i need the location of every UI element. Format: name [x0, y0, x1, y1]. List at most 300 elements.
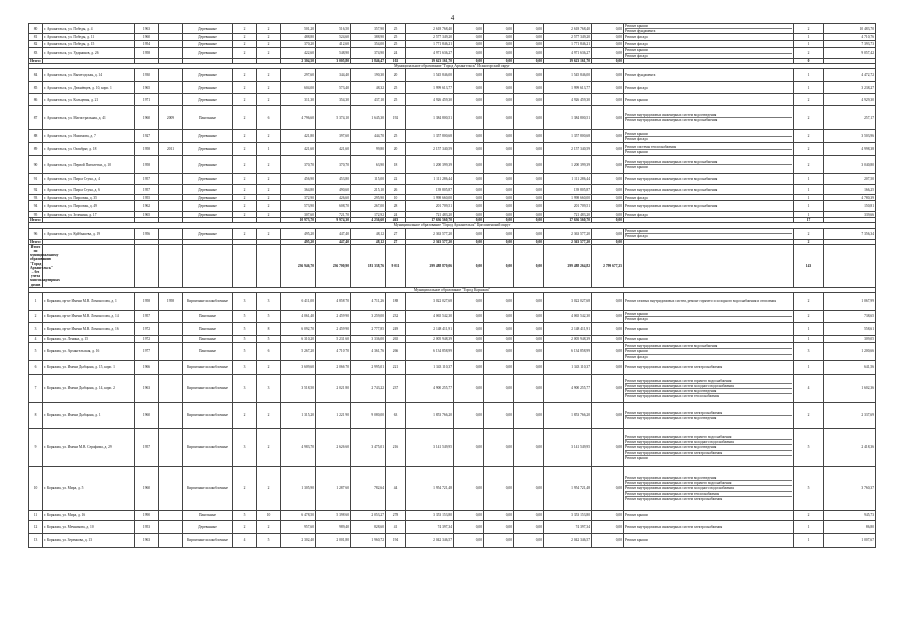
table-cell: 0,00	[514, 534, 544, 548]
table-cell: 2	[233, 130, 257, 143]
table-cell: 2	[257, 41, 281, 48]
table-cell: 1 998 660,00	[406, 195, 454, 201]
table-cell: 463	[386, 218, 406, 223]
table-cell: 2	[794, 48, 824, 58]
table-cell: 2 777,85	[351, 323, 386, 336]
table-cell: 1958	[135, 48, 159, 58]
section-title: Муниципальное образование "Город Коряжма"	[29, 287, 876, 292]
table-cell: 738,65	[824, 311, 876, 323]
work-type-line: Ремонт внутридомовых инженерных систем холодного водоснабжения	[625, 384, 792, 389]
table-cell: 0,00	[592, 218, 624, 223]
table-cell: 6	[29, 361, 43, 375]
work-type-line: Ремонт крыши	[625, 349, 792, 354]
table-cell: 9 057,42	[824, 48, 876, 58]
table-cell: 307,60	[281, 212, 316, 218]
table-cell: 8	[29, 403, 43, 429]
table-cell: 83	[29, 48, 43, 58]
table-cell: 0,00	[484, 185, 514, 195]
table-cell: 139 805,87	[406, 185, 454, 195]
table-cell: 6 411,00	[281, 293, 316, 311]
table-cell: 2 148 411,91	[544, 323, 592, 336]
table-cell: 2	[257, 156, 281, 174]
table-cell: 3 022 027,68	[544, 293, 592, 311]
table-cell: 297,60	[281, 69, 316, 82]
table-cell: Кирпичные шлакоблочные	[183, 361, 233, 375]
page-number: 4	[450, 14, 455, 22]
table-cell: 0,00	[592, 174, 624, 185]
table-cell: 201 709,51	[406, 201, 454, 212]
table-cell: 1960	[135, 106, 159, 130]
table-cell: 0,00	[514, 311, 544, 323]
table-cell: 192	[386, 106, 406, 130]
table-cell: 0,00	[454, 201, 484, 212]
table-cell: 0,00	[484, 375, 514, 403]
table-cell: Панельные	[183, 336, 233, 343]
table-cell: Деревянные	[183, 48, 233, 58]
table-cell: 2	[257, 174, 281, 185]
table-cell: 1927	[135, 130, 159, 143]
table-cell: 364,80	[281, 185, 316, 195]
table-cell: 2 148 411,91	[406, 323, 454, 336]
table-cell: 5	[29, 343, 43, 361]
table-row	[29, 429, 876, 467]
table-row	[29, 375, 876, 403]
table-cell: 80	[29, 24, 43, 34]
table-cell: Деревянные	[183, 94, 233, 106]
table-cell: 354,00	[351, 41, 386, 48]
table-cell: 27	[386, 239, 406, 244]
table-cell: 2	[257, 48, 281, 58]
table-cell: 989,40	[316, 521, 351, 534]
table-cell: 0,00	[514, 228, 544, 239]
table-cell: 0,00	[592, 24, 624, 34]
table-cell: 3	[257, 293, 281, 311]
table-cell: 0,00	[454, 239, 484, 244]
table-cell: Итого по муниципальному образованию "Город Архангельск" – без учета многоквартирных домов	[30, 244, 60, 287]
table-cell: 4 472,72	[824, 69, 876, 82]
table-cell: 0,00	[454, 41, 484, 48]
table-cell: 2	[233, 403, 257, 429]
table-cell: 0,00	[484, 82, 514, 94]
table-cell: 641,56	[824, 361, 876, 375]
table-cell	[624, 41, 794, 48]
work-type-line: Ремонт внутридомовых инженерных систем холодного водоснабжения	[625, 440, 792, 445]
table-cell: 1958	[135, 143, 159, 156]
table-cell: 11	[29, 511, 43, 521]
table-cell	[624, 429, 794, 467]
table-cell: 1 384 800,51	[406, 106, 454, 130]
work-type-line: Ремонт фундамента	[625, 73, 656, 78]
table-cell	[624, 156, 794, 174]
table-cell: 2	[233, 143, 257, 156]
table-cell: 2	[233, 48, 257, 58]
table-cell	[159, 244, 183, 287]
work-type-line: Ремонт крыши	[625, 312, 792, 317]
table-cell: 0,00	[592, 195, 624, 201]
table-cell: 3 353 153,80	[544, 511, 592, 521]
table-cell: 0,00	[514, 48, 544, 58]
table-cell: 0,00	[592, 185, 624, 195]
table-cell: 0,00	[514, 106, 544, 130]
table-row	[29, 34, 876, 41]
table-cell: 370,70	[281, 156, 316, 174]
table-cell: 6 134 858,99	[544, 343, 592, 361]
table-cell: 1957	[135, 174, 159, 185]
table-cell: 0,00	[484, 403, 514, 429]
table-cell: 2	[257, 361, 281, 375]
table-row	[29, 311, 876, 323]
table-cell: 2	[257, 228, 281, 239]
table-cell: 488,80	[281, 34, 316, 41]
table-cell: 4 926 459,30	[544, 94, 592, 106]
table-cell: 86,80	[824, 521, 876, 534]
table-cell: 48,12	[351, 239, 386, 244]
table-cell: Панельные	[183, 343, 233, 361]
table-cell: 2 743,22	[351, 375, 386, 403]
table-cell: 1963	[135, 24, 159, 34]
table-row	[29, 228, 876, 239]
table-cell: Деревянные	[183, 34, 233, 41]
table-cell	[159, 69, 183, 82]
table-cell: 0,00	[592, 375, 624, 403]
table-cell	[624, 174, 794, 185]
work-type-line: Ремонт внутридомовых инженерных систем горячего водоснабжения	[625, 481, 792, 486]
table-cell: 4 711,26	[351, 293, 386, 311]
table-cell: Деревянные	[183, 143, 233, 156]
table-cell: 1	[794, 185, 824, 195]
table-cell: 6 134 858,99	[406, 343, 454, 361]
work-type-line: Ремонт крыши	[625, 132, 792, 137]
table-cell: 0	[794, 58, 824, 63]
table-cell: 0,00	[454, 106, 484, 130]
table-cell: 0,00	[454, 467, 484, 511]
table-cell: 1	[257, 143, 281, 156]
table-cell	[159, 343, 183, 361]
table-cell: 92	[29, 185, 43, 195]
table-cell: 4 926 459,30	[406, 94, 454, 106]
table-cell: 95	[29, 212, 43, 218]
work-type-line: Ремонт крыши	[625, 97, 648, 102]
table-cell: 0,00	[454, 218, 484, 223]
table-cell: 370,20	[281, 41, 316, 48]
table-cell: Панельные	[183, 323, 233, 336]
table-cell: 0,00	[484, 174, 514, 185]
table-cell: 0,00	[514, 467, 544, 511]
table-cell: 6 478,50	[281, 511, 316, 521]
table-cell: 0,00	[484, 336, 514, 343]
table-cell: 0,00	[454, 94, 484, 106]
table-cell: 2	[794, 24, 824, 34]
table-cell: 93	[29, 195, 43, 201]
work-type-line: Ремонт фасада	[625, 136, 648, 141]
table-cell	[624, 361, 794, 375]
table-cell: 0,00	[592, 429, 624, 467]
table-cell	[159, 534, 183, 548]
table-row	[29, 185, 876, 195]
table-cell: 24	[386, 212, 406, 218]
work-type-line: Ремонт внутридомовых инженерных систем водоотведения	[625, 113, 792, 118]
table-row	[29, 403, 876, 429]
work-type-line: Ремонт внутридомовых инженерных систем водоотведения	[625, 389, 792, 394]
table-cell	[624, 534, 794, 548]
table-cell: 6 092,70	[281, 323, 316, 336]
table-cell: 0,00	[484, 293, 514, 311]
table-cell: 2	[233, 106, 257, 130]
table-cell: г. Архангельск, ул. Магистральная, д. 41	[43, 106, 135, 130]
table-cell: 0,00	[484, 323, 514, 336]
table-cell: 0,00	[514, 185, 544, 195]
table-cell: 0,00	[454, 323, 484, 336]
table-cell: 2 363 577,20	[406, 239, 454, 244]
table-cell: 2	[233, 156, 257, 174]
table-cell: 3 353 153,80	[406, 511, 454, 521]
table-cell: 0,00	[454, 69, 484, 82]
table-cell: 1	[794, 212, 824, 218]
table-cell: 190,30	[351, 69, 386, 82]
table-cell: 3	[794, 343, 824, 361]
table-cell: г. Коряжма, пр-кт Имени М.В. Ломоносова, д. 14	[43, 311, 135, 323]
table-cell: 20	[386, 143, 406, 156]
table-cell: 5 398 60	[316, 511, 351, 521]
table-cell: 236 700,90	[316, 244, 351, 287]
table-cell: 421,80	[281, 130, 316, 143]
table-cell: 2 799 677,25	[592, 244, 624, 287]
table-cell: 1	[794, 521, 824, 534]
table-cell	[159, 94, 183, 106]
table-cell: 249	[386, 323, 406, 336]
table-cell	[159, 361, 183, 375]
table-cell: 0,00	[592, 403, 624, 429]
table-cell: 957,60	[281, 521, 316, 534]
table-cell: 2	[257, 69, 281, 82]
table-cell: 2	[257, 403, 281, 429]
table-cell: 1 007,67	[824, 534, 876, 548]
table-cell: 2 618 768,40	[406, 24, 454, 34]
table-cell: 2	[257, 467, 281, 511]
work-type-line: Ремонт фасада	[625, 234, 648, 239]
table-cell: 0,00	[484, 58, 514, 63]
table-cell: 1966	[135, 361, 159, 375]
table-cell: 426,60	[316, 195, 351, 201]
section-title: Муниципальное образование "Город Архангельск" Исакогорский округ	[29, 64, 876, 69]
table-cell: 5	[257, 534, 281, 548]
work-type-line: Ремонт фасада	[625, 85, 648, 90]
table-cell: 2	[233, 228, 257, 239]
table-cell: 1 954 721,48	[544, 467, 592, 511]
table-cell: 150,81	[824, 201, 876, 212]
table-cell: 13	[29, 534, 43, 548]
table-cell: 573,90	[281, 201, 316, 212]
table-cell: 10 483,70	[824, 24, 876, 34]
work-type-line: Ремонт внутридомовых инженерных систем водоснабжения	[625, 187, 718, 192]
table-cell: 19 623 161,70	[544, 58, 592, 63]
table-cell: 3 141 549,95	[544, 429, 592, 467]
table-cell: 0,00	[592, 69, 624, 82]
table-cell: 4 858 70	[316, 293, 351, 311]
table-row	[29, 82, 876, 94]
table-cell: 1957	[135, 429, 159, 467]
table-cell: 2 418,36	[824, 429, 876, 467]
table-cell: 0,00	[484, 195, 514, 201]
table-cell: 1965	[135, 212, 159, 218]
table-cell: 9	[29, 429, 43, 467]
table-cell: 8	[257, 323, 281, 336]
table-cell: 2 157 340,59	[544, 143, 592, 156]
table-cell: 0,00	[514, 429, 544, 467]
table-cell: 2 005 948,39	[406, 336, 454, 343]
table-cell: 74 397,34	[406, 521, 454, 534]
table-cell: 1 200,66	[824, 343, 876, 361]
table-cell: 1958	[159, 293, 183, 311]
table-cell	[159, 130, 183, 143]
table-cell: 4 780,39	[824, 195, 876, 201]
work-type-line: Ремонт крыши	[625, 538, 648, 543]
table-cell: 2 459 90	[316, 311, 351, 323]
table-cell: Панельные	[183, 511, 233, 521]
table-cell: 0,00	[592, 293, 624, 311]
work-type-line: Ремонт фасада	[625, 317, 648, 322]
table-cell: 2	[794, 511, 824, 521]
table-cell	[624, 48, 794, 58]
table-cell: г. Архангельск, ул. Зеленина, д. 17	[43, 212, 135, 218]
table-cell: 0,00	[514, 24, 544, 34]
table-cell: 3	[233, 361, 257, 375]
work-type-line: Ремонт внутридомовых инженерных систем электроснабжения	[625, 451, 792, 456]
table-cell: 453,80	[316, 174, 351, 185]
table-cell: Деревянные	[183, 174, 233, 185]
table-cell: 1 221 90	[316, 403, 351, 429]
table-cell: 0,00	[484, 34, 514, 41]
table-cell: 25	[386, 94, 406, 106]
table-cell: 10	[257, 511, 281, 521]
work-type-line: Ремонт крыши	[625, 229, 792, 234]
table-cell: 2 363 577,20	[544, 228, 592, 239]
table-cell: 2 021 80	[316, 375, 351, 403]
table-cell: г. Архангельск, ул. Вычегодская, д. 14	[43, 69, 135, 82]
table-cell: 48,12	[351, 228, 386, 239]
table-cell: 139 805,87	[544, 185, 592, 195]
table-cell: 1 315,20	[281, 403, 316, 429]
table-cell: 2	[794, 293, 824, 311]
table-cell: 257,17	[824, 106, 876, 130]
table-cell: 0,00	[454, 293, 484, 311]
table-cell: 2	[233, 201, 257, 212]
table-cell: 2	[794, 106, 824, 130]
table-cell: 0,00	[592, 156, 624, 174]
table-cell: 721,70	[316, 212, 351, 218]
table-cell: 2 066 70	[316, 361, 351, 375]
table-cell: 1958	[135, 293, 159, 311]
work-type-line: Ремонт внутридомовых инженерных систем водоснабжения	[625, 204, 718, 209]
table-cell: 0,00	[454, 228, 484, 239]
table-cell: 412,60	[316, 41, 351, 48]
table-cell	[159, 48, 183, 58]
table-cell: 5	[257, 311, 281, 323]
work-type-line: Ремонт фасада	[625, 354, 648, 359]
table-cell: Итого:	[30, 58, 41, 63]
table-cell: 0,00	[592, 106, 624, 130]
table-cell: 0,00	[454, 521, 484, 534]
table-row	[29, 293, 876, 311]
table-cell	[624, 311, 794, 323]
table-cell: 0,00	[592, 336, 624, 343]
table-cell: 1 998 660,00	[544, 195, 592, 201]
table-cell	[159, 228, 183, 239]
table-cell: 25	[386, 130, 406, 143]
table-cell	[159, 82, 183, 94]
work-type-line: Ремонт крыши	[625, 149, 648, 154]
work-type-line: Ремонт внутридомовых инженерных систем горячего водоснабжения	[625, 379, 792, 384]
table-cell: Деревянные	[183, 69, 233, 82]
table-row	[29, 511, 876, 521]
table-cell	[624, 69, 794, 82]
table-cell: 221	[386, 361, 406, 375]
table-cell: 1 357 800,68	[544, 130, 592, 143]
table-cell: 1930	[135, 69, 159, 82]
table-cell: 0,00	[454, 48, 484, 58]
table-cell: 0,00	[514, 174, 544, 185]
table-cell: 188	[386, 293, 406, 311]
table-cell: Итого:	[30, 239, 41, 244]
table-cell: 309,05	[824, 336, 876, 343]
table-cell: 181 338,76	[351, 244, 386, 287]
table-cell: 5 267,20	[281, 343, 316, 361]
table-cell: 0,00	[454, 511, 484, 521]
work-type-line: Ремонт системы теплоснабжения	[625, 145, 792, 150]
work-type-line: Ремонт крыши	[625, 336, 648, 341]
table-cell: 3 609,60	[281, 361, 316, 375]
table-cell: 237	[386, 375, 406, 403]
table-cell: 0,00	[592, 239, 624, 244]
table-cell: 5	[794, 467, 824, 511]
table-cell: г. Коряжма, пр-кт Имени М.В. Ломоносова, д. 16	[43, 323, 135, 336]
section-title: Муниципальное образование "Город Архангельск" Цигломенский округ	[29, 223, 876, 228]
table-cell: 495,20	[281, 228, 316, 239]
table-cell: 5	[233, 311, 257, 323]
table-cell: 573,40	[316, 82, 351, 94]
table-row	[29, 130, 876, 143]
work-type-line: Ремонт внутридомовых инженерных систем водоотведения	[625, 416, 717, 421]
table-cell: 3 503,96	[824, 130, 876, 143]
table-cell: 0,00	[514, 69, 544, 82]
table-cell: 1 602,36	[824, 375, 876, 403]
table-cell: 2 337,69	[824, 403, 876, 429]
table-cell: 99,80	[351, 143, 386, 156]
table-cell: 1954	[135, 41, 159, 48]
table-cell: 1 999 613,77	[544, 82, 592, 94]
table-cell: 0,00	[454, 156, 484, 174]
table-cell: 0,00	[592, 511, 624, 521]
table-cell: 3	[233, 293, 257, 311]
table-cell: 2	[794, 156, 824, 174]
table-cell	[624, 94, 794, 106]
table-cell: 4 900 255,77	[406, 375, 454, 403]
table-cell	[624, 82, 794, 94]
table-cell: г. Коряжма, ул. Зеренкова, д. 13	[43, 534, 135, 548]
table-cell: 1	[794, 534, 824, 548]
table-row	[29, 361, 876, 375]
table-row	[29, 69, 876, 82]
table-cell: 2 618 768,40	[544, 24, 592, 34]
table-cell: 172,92	[351, 212, 386, 218]
table-cell: 5	[233, 343, 257, 361]
table-cell: 604,00	[281, 82, 316, 94]
table-cell: 2	[233, 69, 257, 82]
work-type-line: Ремонт фасада	[625, 35, 648, 40]
table-cell: 1957	[135, 311, 159, 323]
table-cell: 1 305,90	[281, 467, 316, 511]
work-type-line: Ремонт внутридомовых инженерных систем водоотведения	[625, 445, 792, 450]
